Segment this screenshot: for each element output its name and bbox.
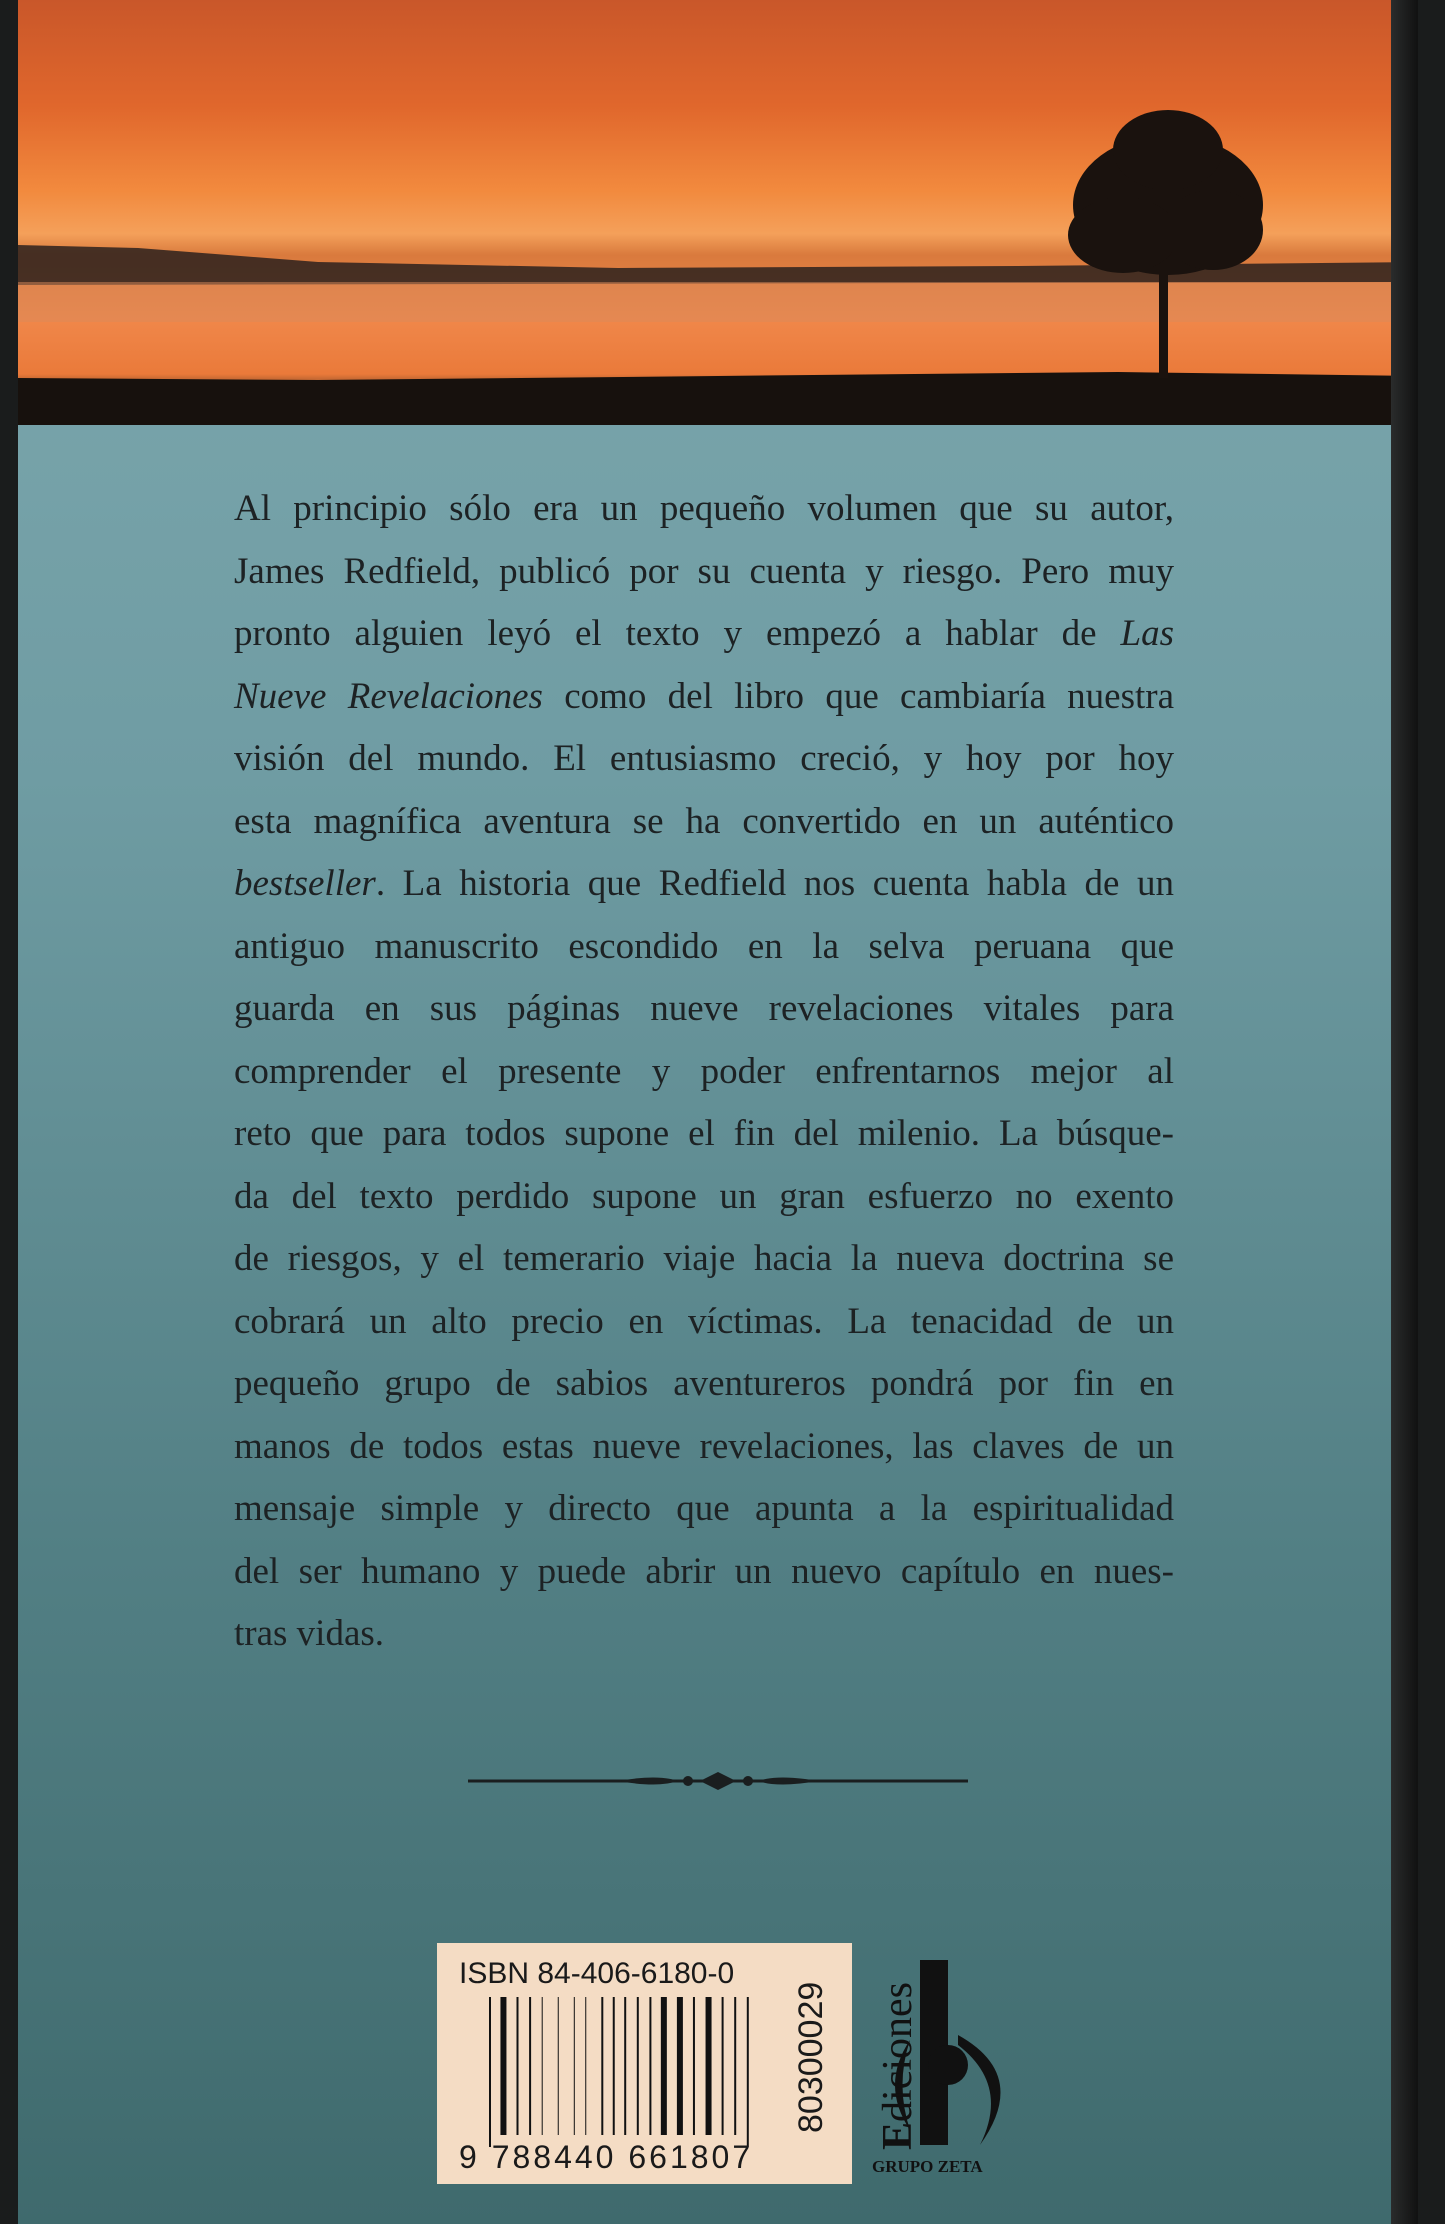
text-segment: cobrará un alto precio en víctimas. La tenacidad de un (234, 1300, 1174, 1342)
text-segment: mensaje simple y directo que apunta a la espiritualidad (234, 1488, 1174, 1529)
text-segment: tras vidas. (234, 1613, 385, 1654)
barcode-bar (489, 1997, 491, 2147)
barcode-bar (517, 1997, 519, 2135)
blurb-line (234, 791, 1174, 854)
publisher-name: Ediciones (875, 1982, 921, 2150)
blurb-line (234, 1478, 1174, 1541)
blurb-line (234, 666, 1174, 729)
blurb-line (234, 1291, 1174, 1354)
barcode-bar (706, 1997, 712, 2135)
text-segment: visión del mundo. El entusiasmo creció, y hoy por hoy (234, 738, 1174, 779)
text-segment: de riesgos, y el temerario viaje hacia la nueva doctrina se (234, 1238, 1174, 1279)
ean-number: 9 788440 661807 (459, 2139, 754, 2175)
barcode-bar (734, 1997, 736, 2135)
text-segment: como del libro que cambiaría nuestra (542, 675, 1174, 717)
barcode-bar (722, 1997, 724, 2135)
blurb-line (234, 478, 1174, 541)
barcode-bar (542, 1997, 543, 2135)
text-segment: antiguo manuscrito escondido en la selva peruana que (234, 925, 1174, 967)
blurb-line (234, 541, 1174, 604)
publisher-group: GRUPO ZETA (872, 2157, 983, 2176)
text-segment: James Redfield, publicó por su cuenta y riesgo. Pero muy (234, 550, 1174, 592)
barcode-bar (529, 1997, 531, 2135)
barcode-bar (574, 1997, 575, 2135)
tree-silhouette (1068, 110, 1263, 378)
sunset-lake-photo (18, 0, 1418, 425)
isbn-text: ISBN 84-406-6180-0 (459, 1957, 735, 1990)
barcode-bar (558, 1997, 559, 2135)
barcode-bar (747, 1997, 749, 2147)
barcode-bar (661, 1997, 667, 2135)
italic-text: Nueve Revelaciones (234, 675, 543, 717)
text-segment: . La historia que Redfield nos cuenta habla de un (375, 863, 1174, 904)
text-segment: pequeño grupo de sabios aventureros pondrá por fin en (234, 1363, 1174, 1404)
barcode-bar (585, 1997, 586, 2135)
blurb-line (234, 1416, 1174, 1479)
text-segment: pronto alguien leyó el texto y empezó a hablar de (234, 613, 1121, 654)
barcode-bar (649, 1997, 651, 2135)
barcode-bars (489, 1997, 769, 2147)
barcode-bar (637, 1997, 639, 2135)
blurb-line (234, 1603, 1174, 1666)
barcode-bar (613, 1997, 615, 2135)
blurb-line (234, 916, 1174, 979)
blurb-text (234, 478, 1174, 1666)
blurb-line (234, 1228, 1174, 1291)
italic-text: Las (1120, 613, 1174, 654)
text-segment: reto que para todos supone el fin del milenio. La búsque- (234, 1113, 1174, 1154)
barcode-bar (500, 1997, 506, 2135)
barcode-bar (693, 1997, 695, 2135)
text-segment: manos de todos estas nueve revelaciones, las claves de un (234, 1425, 1174, 1467)
barcode-bar (624, 1997, 626, 2135)
addon-number: 80300029 (792, 1981, 830, 2133)
barcode-label (437, 1943, 852, 2184)
blurb-line (234, 853, 1174, 916)
text-segment: del ser humano y puede abrir un nuevo capítulo en nues- (234, 1550, 1174, 1592)
italic-text: bestseller (234, 863, 376, 904)
blurb-line (234, 978, 1174, 1041)
text-segment: Al principio sólo era un pequeño volumen que su autor, (234, 488, 1174, 529)
blurb-line (234, 1353, 1174, 1416)
blurb-line (234, 728, 1174, 791)
text-segment: da del texto perdido supone un gran esfuerzo no exento (234, 1175, 1174, 1217)
publisher-logo (870, 1945, 1040, 2185)
ornament-divider (468, 1768, 968, 1794)
blurb-line (234, 1041, 1174, 1104)
barcode-bar (677, 1997, 683, 2135)
book-back-cover (18, 0, 1418, 2224)
blurb-line (234, 1166, 1174, 1229)
blurb-line (234, 1103, 1174, 1166)
blurb-line (234, 1541, 1174, 1604)
blurb-line (234, 603, 1174, 666)
text-segment: comprender el presente y poder enfrentarnos mejor al (234, 1050, 1174, 1092)
barcode-bar (601, 1997, 603, 2135)
text-segment: esta magnífica aventura se ha convertido en un auténtico (234, 800, 1174, 842)
cover-edge (1391, 0, 1418, 2224)
text-segment: guarda en sus páginas nueve revelaciones vitales para (234, 988, 1174, 1029)
